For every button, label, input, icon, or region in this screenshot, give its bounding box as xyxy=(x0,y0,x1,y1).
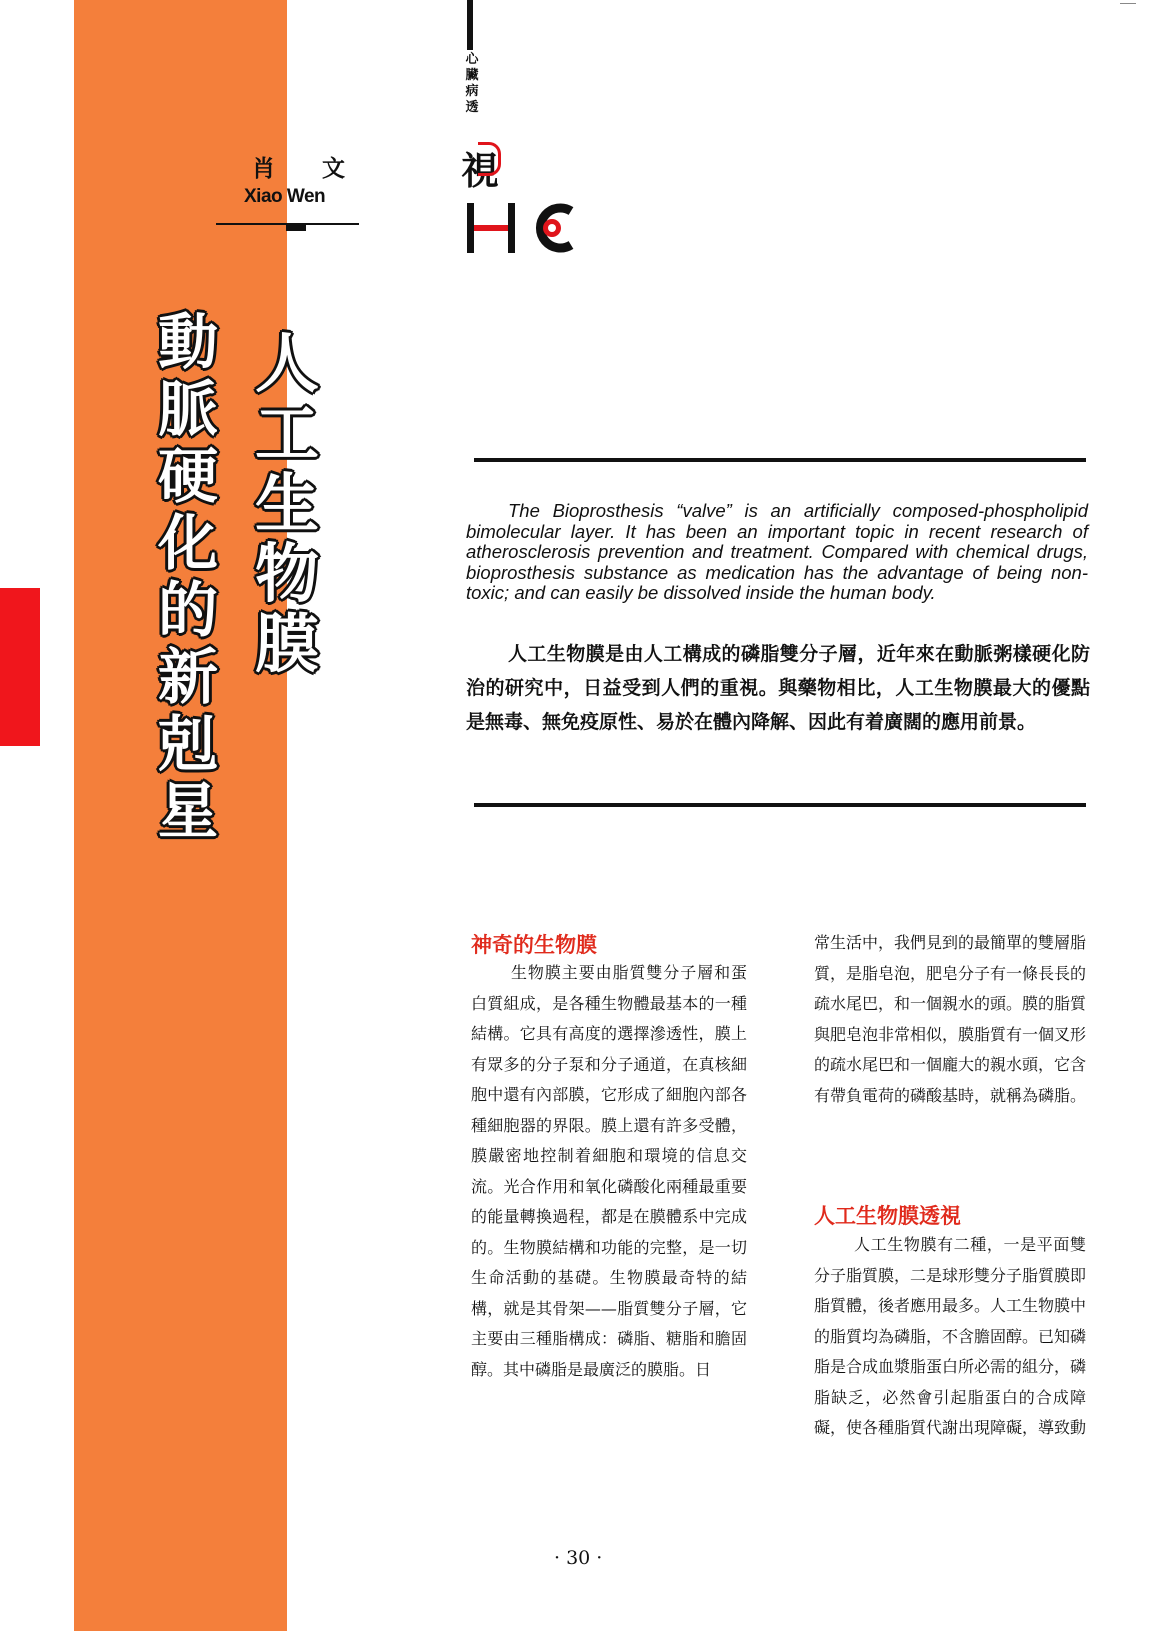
column-bar xyxy=(467,0,473,50)
title-char: 膜 xyxy=(255,608,319,682)
subtitle-char: 新 xyxy=(158,643,218,713)
section-body: 生物膜主要由脂質雙分子層和蛋白質組成，是各種生物體最基本的一種結構。它具有高度的選擇滲透性，膜上有眾多的分子泵和分子通道，在真核細胞中還有內部膜，它形成了細胞內部各種細胞器的界限。膜上還有許多受體，膜嚴密地控制着細胞和環境的信息交流。光合作用和氧化磷酸化兩種最重要的能量轉換過程，都是在膜體系中完成的。生物膜結構和功能的完整，是一切生命活動的基礎。生物膜最奇特的結構，就是其骨架——脂質雙分子層，它主要由三種脂構成：磷脂、糖脂和膽固醇。其中磷脂是最廣泛的膜脂。日 xyxy=(471,963,747,1379)
subtitle-char: 動 xyxy=(158,308,218,378)
subtitle-char: 的 xyxy=(158,576,218,646)
article-subtitle xyxy=(152,310,224,846)
divider-bottom xyxy=(474,803,1086,807)
column-label-char: 透 xyxy=(465,100,479,115)
author-name-cn: 肖 文 xyxy=(252,156,357,182)
subtitle-char: 剋 xyxy=(158,710,218,780)
section-body-continued: 常生活中，我們見到的最簡單的雙層脂質，是脂皂泡，肥皂分子有一條長長的疏水尾巴，和一個親水的頭。膜的脂質與肥皂泡非常相似，膜脂質有一個叉形的疏水尾巴和一個龐大的親水頭，它含有帶負電荷的磷酸基時，就稱為磷脂。 xyxy=(814,933,1087,1105)
section-heading: 神奇的生物膜 xyxy=(471,933,597,957)
column-label-big: 視 xyxy=(461,149,500,193)
divider-top xyxy=(474,458,1086,462)
title-char: 人 xyxy=(255,328,319,402)
abstract-chinese: 人工生物膜是由人工構成的磷脂雙分子層，近年來在動脈粥樣硬化防治的研究中，日益受到人們的重視。與藥物相比，人工生物膜最大的優點是無毒、無免疫原性、易於在體內降解、因此有着廣闊的應用前景。 xyxy=(466,643,1090,733)
author-rule-tick xyxy=(286,223,306,231)
subtitle-char: 星 xyxy=(158,777,218,847)
hc-logo-icon xyxy=(464,203,589,253)
title-char: 物 xyxy=(255,538,319,612)
column-label-char: 臟 xyxy=(465,68,479,83)
subtitle-char: 化 xyxy=(158,509,218,579)
section-body: 人工生物膜有二種，一是平面雙分子脂質膜，二是球形雙分子脂質膜即脂質體，後者應用最多。人工生物膜中的脂質均為磷脂，不含膽固醇。已知磷脂是合成血漿脂蛋白所必需的組分，磷脂缺乏，必然會引起脂蛋白的合成障礙，使各種脂質代謝出現障礙，導致動 xyxy=(814,1235,1087,1437)
column-label-accent xyxy=(478,142,501,176)
title-char: 工 xyxy=(255,398,319,472)
red-edge-tab xyxy=(0,588,40,746)
subtitle-char: 脈 xyxy=(158,375,218,445)
subtitle-char: 硬 xyxy=(158,442,218,512)
column-label-char: 心 xyxy=(465,52,479,67)
page-number: · 30 · xyxy=(554,1547,603,1569)
title-char: 生 xyxy=(255,468,319,542)
column-label xyxy=(464,52,480,116)
abstract-english: The Bioprosthesis “valve” is an artificially composed-phospholipid bimolecular layer. It has been an important topic in recent research of atherosclerosis prevention and treatment. Compared with chemical drugs, bioprosthesis substance as medication has the advantage of being non-toxic; and can easily be dissolved inside the human body. xyxy=(466,500,1088,603)
column-label-char: 病 xyxy=(465,84,479,99)
article-title xyxy=(251,330,323,680)
author-name-en: Xiao Wen xyxy=(244,186,326,207)
section-heading: 人工生物膜透視 xyxy=(814,1204,961,1228)
crop-mark xyxy=(1120,3,1136,14)
